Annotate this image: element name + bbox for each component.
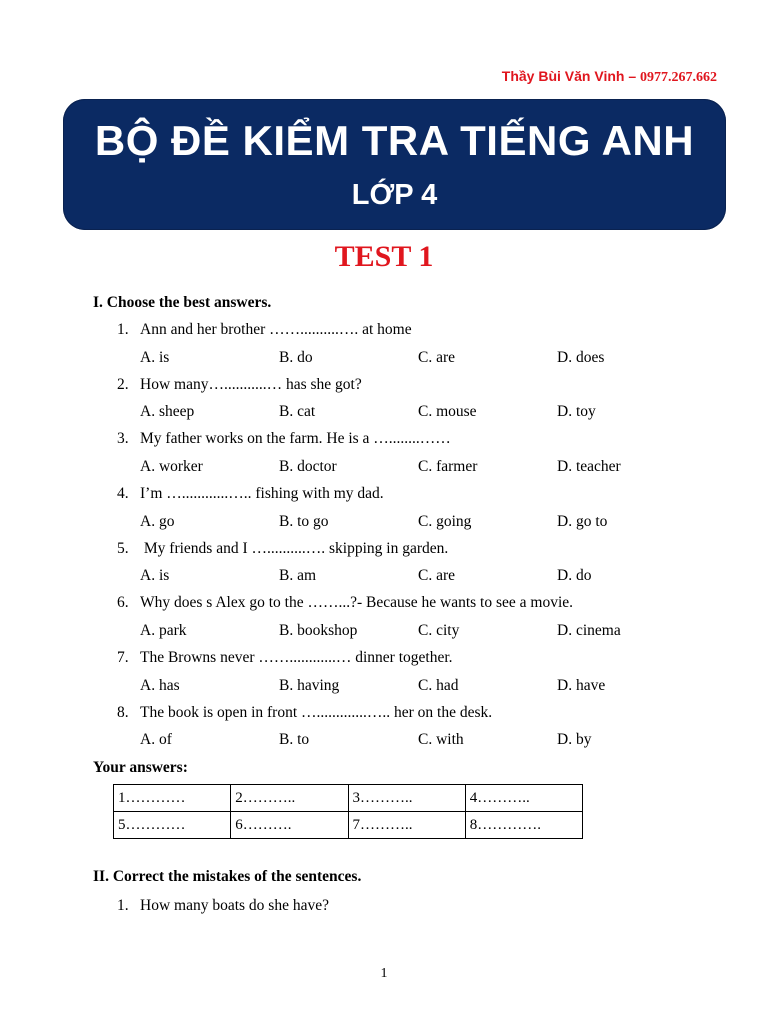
- question-3: [117, 430, 451, 448]
- question-6: [117, 594, 573, 612]
- question-text: The book is open in front ….............….. her on the desk.: [140, 704, 493, 721]
- question-5-options: [140, 567, 700, 587]
- option-a: A. is: [140, 567, 170, 584]
- question-3-options: [140, 458, 700, 478]
- banner-subtitle: LỚP 4: [351, 179, 438, 211]
- question-number: 3.: [117, 430, 129, 447]
- section-1-heading: I. Choose the best answers.: [93, 294, 272, 311]
- answer-table: [113, 784, 583, 839]
- question-1: [117, 321, 412, 339]
- question-4-options: [140, 513, 700, 533]
- answer-cell-2[interactable]: 2………..: [231, 785, 348, 812]
- answer-cell-7[interactable]: 7………..: [348, 812, 465, 839]
- title-banner: [63, 99, 726, 230]
- option-a: A. go: [140, 513, 175, 530]
- option-a: A. is: [140, 349, 170, 366]
- option-b: B. cat: [279, 403, 316, 420]
- option-c: C. city: [418, 622, 460, 639]
- question-number: 6.: [117, 594, 129, 611]
- answer-cell-5[interactable]: 5…………: [114, 812, 231, 839]
- option-b: B. am: [279, 567, 317, 584]
- answer-row: [114, 785, 583, 812]
- question-number: 4.: [117, 485, 129, 502]
- question-text: My father works on the farm. He is a …........……: [140, 430, 451, 447]
- option-c: C. farmer: [418, 458, 478, 475]
- option-c: C. are: [418, 567, 456, 584]
- test-title: TEST 1: [334, 240, 434, 273]
- question-text: Ann and her brother ……..........…. at home: [140, 321, 412, 338]
- option-b: B. to go: [279, 513, 329, 530]
- question-number: 8.: [117, 704, 129, 721]
- option-a: A. has: [140, 677, 180, 694]
- answer-cell-1[interactable]: 1…………: [114, 785, 231, 812]
- answers-label: Your answers:: [93, 759, 188, 776]
- option-a: A. worker: [140, 458, 203, 475]
- question-2: [117, 376, 362, 394]
- question-text: My friends and I …..........…. skipping in garden.: [140, 540, 449, 557]
- option-a: A. sheep: [140, 403, 195, 420]
- option-c: C. had: [418, 677, 459, 694]
- author-name: Thầy Bùi Văn Vinh –: [501, 68, 640, 84]
- author-credit: [502, 68, 717, 86]
- answer-row: [114, 812, 583, 839]
- question-number: 1.: [117, 321, 129, 338]
- page-number: 1: [380, 966, 388, 981]
- question-8: [117, 704, 492, 722]
- option-b: B. doctor: [279, 458, 337, 475]
- answer-cell-8[interactable]: 8………….: [465, 812, 582, 839]
- question-1-options: [140, 349, 700, 369]
- question-text: The Browns never ……............… dinner together.: [140, 649, 453, 666]
- question-text: I’m …............….. fishing with my dad.: [140, 485, 384, 502]
- answer-cell-6[interactable]: 6……….: [231, 812, 348, 839]
- correction-question-1: [117, 897, 329, 915]
- answer-cell-3[interactable]: 3………..: [348, 785, 465, 812]
- option-b: B. to: [279, 731, 310, 748]
- section-2-heading: II. Correct the mistakes of the sentences.: [93, 868, 362, 885]
- option-c: C. mouse: [418, 403, 477, 420]
- answer-cell-4[interactable]: 4………..: [465, 785, 582, 812]
- question-8-options: [140, 731, 700, 751]
- option-d: D. cinema: [557, 622, 621, 639]
- question-6-options: [140, 622, 700, 642]
- option-d: D. do: [557, 567, 592, 584]
- question-7-options: [140, 677, 700, 697]
- option-d: D. toy: [557, 403, 596, 420]
- question-2-options: [140, 403, 700, 423]
- option-d: D. does: [557, 349, 605, 366]
- option-a: A. of: [140, 731, 172, 748]
- question-text: Why does s Alex go to the ……...?- Because he wants to see a movie.: [140, 594, 574, 611]
- option-a: A. park: [140, 622, 187, 639]
- question-number: 7.: [117, 649, 129, 666]
- question-number: 2.: [117, 376, 129, 393]
- option-d: D. go to: [557, 513, 608, 530]
- question-5: [117, 540, 448, 558]
- option-d: D. have: [557, 677, 606, 694]
- question-number: 1.: [117, 897, 129, 914]
- option-c: C. going: [418, 513, 472, 530]
- question-text: How many boats do she have?: [140, 897, 329, 914]
- question-4: [117, 485, 384, 503]
- author-phone: 0977.267.662: [640, 70, 717, 85]
- option-b: B. do: [279, 349, 313, 366]
- banner-title: BỘ ĐỀ KIỂM TRA TIẾNG ANH: [94, 117, 695, 164]
- option-c: C. are: [418, 349, 456, 366]
- option-b: B. having: [279, 677, 340, 694]
- option-b: B. bookshop: [279, 622, 358, 639]
- option-d: D. by: [557, 731, 592, 748]
- option-d: D. teacher: [557, 458, 621, 475]
- question-text: How many…...........… has she got?: [140, 376, 362, 393]
- question-7: [117, 649, 453, 667]
- option-c: C. with: [418, 731, 464, 748]
- question-number: 5.: [117, 540, 129, 557]
